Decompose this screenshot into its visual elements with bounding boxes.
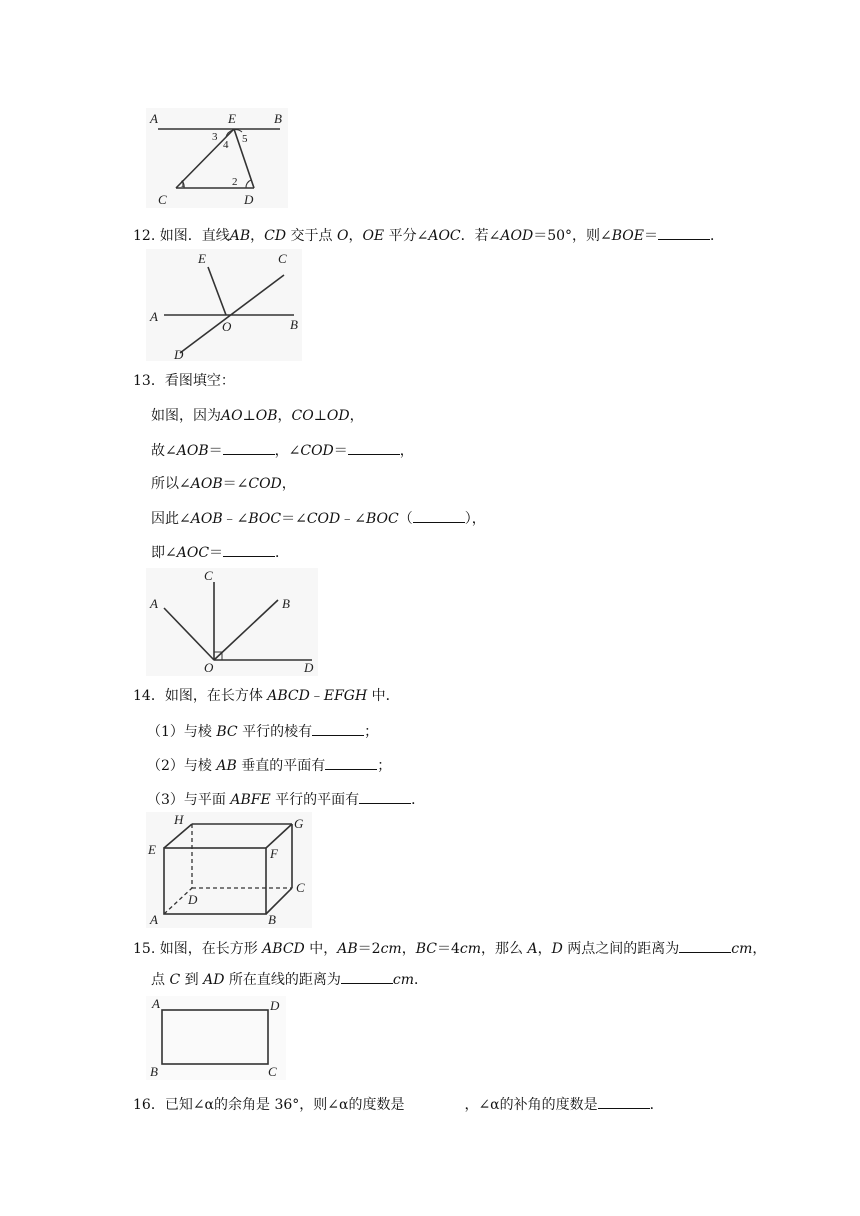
q14-part-3: （3）与平面 ABFE 平行的平面有 ． — [147, 789, 425, 810]
q13-line-4: 因此∠AOB﹣∠BOC＝∠COD﹣∠BOC（ ）， — [151, 508, 486, 529]
answer-blank[interactable] — [679, 938, 731, 953]
label-b: B — [274, 111, 282, 126]
label-b: B — [150, 1064, 158, 1079]
answer-blank[interactable] — [223, 440, 275, 455]
label-c: C — [268, 1064, 277, 1079]
label-o: O — [222, 319, 232, 334]
label-d: D — [244, 192, 254, 207]
label-d: D — [304, 660, 314, 675]
angle-2: 2 — [232, 176, 238, 188]
question-13-title: 13．看图填空： — [133, 373, 235, 389]
question-16: 16．已知∠α的余角是 36°，则∠α的度数是 ，∠α的补角的度数是 ． — [133, 1094, 664, 1115]
answer-blank[interactable] — [658, 225, 710, 240]
q14-part-2: （2）与棱 AB 垂直的平面有 ； — [147, 755, 391, 776]
label-b: B — [290, 317, 298, 332]
q13-line-2: 故∠AOB＝ ，∠COD＝ ， — [151, 440, 414, 461]
answer-blank[interactable] — [325, 755, 377, 770]
figure-rectangle — [146, 996, 286, 1080]
figure-cuboid — [146, 812, 312, 928]
answer-blank[interactable] — [598, 1094, 650, 1109]
angle-4: 4 — [223, 139, 229, 151]
label-a: A — [150, 596, 158, 611]
label-c: C — [278, 251, 287, 266]
q13-line-3: 所以∠AOB＝∠COD， — [151, 476, 296, 492]
question-15: 15. 如图，在长方形 ABCD 中，AB＝2cm，BC＝4cm，那么 A，D 两点之间的距离为 cm， — [133, 938, 766, 959]
q14-part-1: （1）与棱 BC 平行的棱有 ； — [147, 721, 378, 742]
q13-line-5: 即∠AOC＝ ． — [151, 542, 289, 563]
answer-blank[interactable] — [223, 542, 275, 557]
question-12: 12. 如图．直线AB，CD 交于点 O，OE 平分∠AOC．若∠AOD＝50°，则∠BOE＝ ． — [133, 225, 724, 246]
label-o: O — [204, 660, 214, 675]
label-d: D — [174, 347, 184, 361]
angle-5: 5 — [242, 133, 248, 145]
q13-line-1: 如图，因为AO⊥OB，CO⊥OD， — [151, 408, 364, 424]
angle-3: 3 — [212, 131, 218, 143]
label-a: A — [150, 309, 158, 324]
label-g: G — [294, 816, 304, 831]
question-15-line-2: 点 C 到 AD 所在直线的距离为 cm． — [151, 969, 428, 990]
label-c: C — [158, 192, 167, 207]
label-e: E — [198, 251, 206, 266]
figure-perpendicular-rays — [146, 568, 318, 676]
answer-blank[interactable] — [348, 440, 400, 455]
label-a: A — [152, 996, 160, 1011]
label-c: C — [204, 568, 213, 583]
answer-blank[interactable] — [341, 969, 393, 984]
label-d: D — [188, 892, 198, 907]
label-b: B — [268, 912, 276, 927]
label-e: E — [148, 842, 156, 857]
label-e: E — [228, 111, 236, 126]
figure-intersecting-lines — [146, 249, 302, 361]
answer-blank[interactable] — [404, 1095, 464, 1109]
label-h: H — [174, 812, 184, 827]
question-14-title: 14．如图，在长方体 ABCD﹣EFGH 中． — [133, 688, 400, 704]
figure-parallel-lines — [146, 108, 288, 208]
label-d: D — [270, 998, 280, 1013]
label-a: A — [150, 111, 158, 126]
label-b: B — [282, 596, 290, 611]
label-c: C — [296, 880, 305, 895]
label-a: A — [150, 912, 158, 927]
label-f: F — [270, 846, 278, 861]
answer-blank[interactable] — [359, 789, 411, 804]
angle-1: 1 — [180, 178, 186, 190]
answer-blank[interactable] — [413, 508, 465, 523]
answer-blank[interactable] — [312, 721, 364, 736]
